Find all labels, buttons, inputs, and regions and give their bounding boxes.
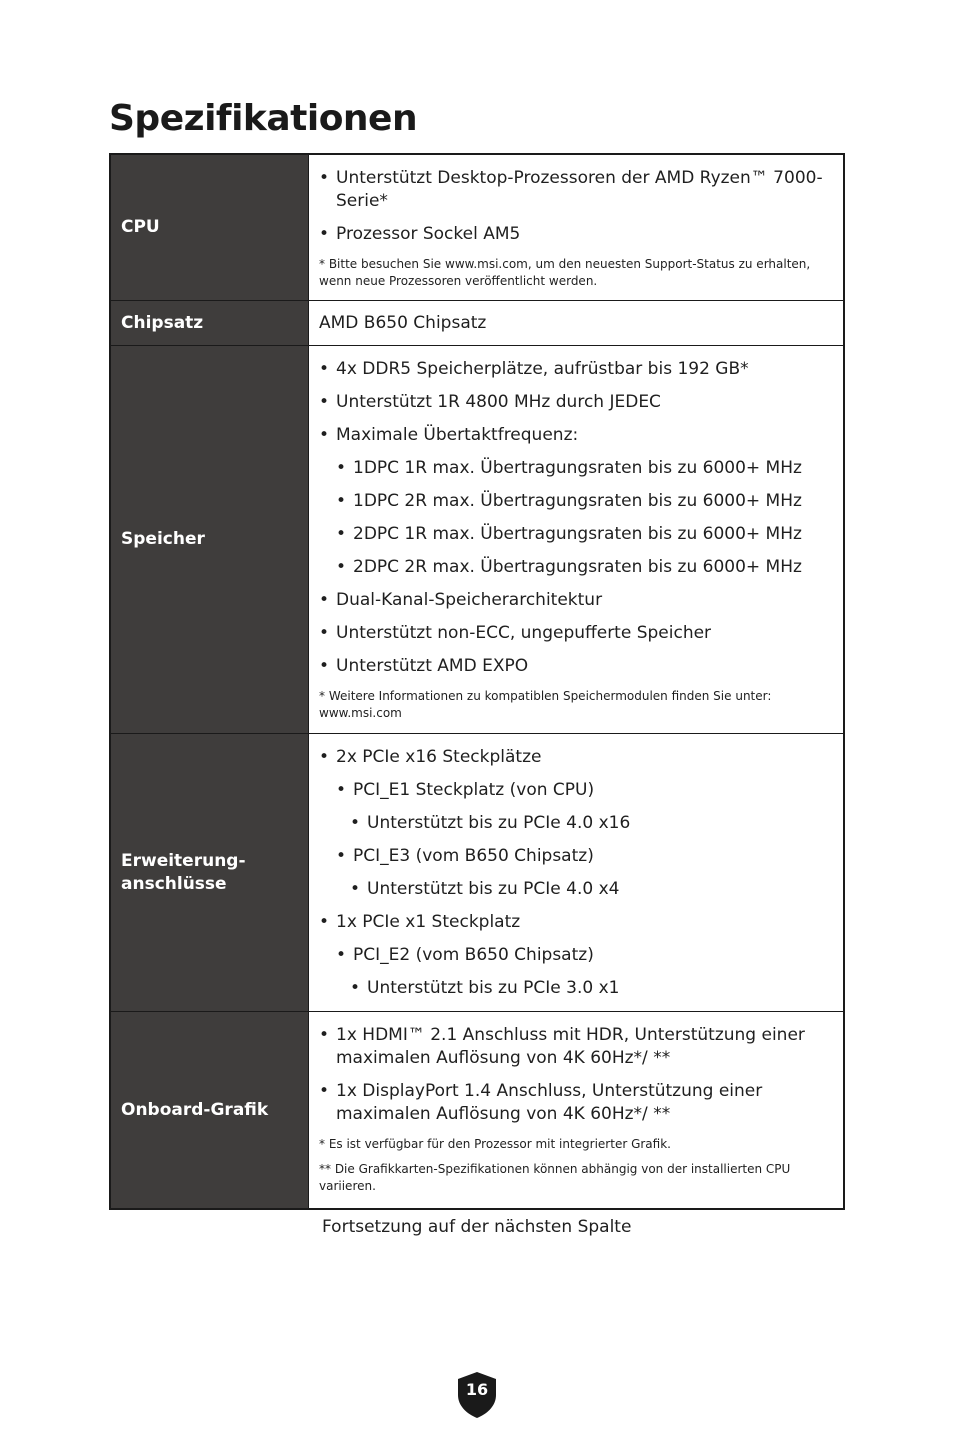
spec-value-speicher [309,346,843,733]
list-item: • Dual-Kanal-Speicherarchitektur [319,590,603,610]
spec-label-erweiterung: Erweiterung- anschlüsse [111,734,309,1011]
list-item: • PCI_E2 (vom B650 Chipsatz) [336,945,594,965]
page-number-badge [457,1371,497,1419]
bullet-icon: • [319,747,330,767]
list-item: • 2x PCIe x16 Steckplätze [319,747,542,767]
continuation-note: Fortsetzung auf der nächsten Spalte [322,1217,632,1237]
spec-value-chipsatz: AMD B650 Chipsatz [319,312,487,333]
spec-value-grafik [309,1012,843,1208]
bullet-icon: • [336,945,347,965]
list-item: • PCI_E3 (vom B650 Chipsatz) [336,846,594,866]
list-item: • PCI_E1 Steckplatz (von CPU) [336,780,595,800]
list-item: • 1x HDMI™ 2.1 Anschluss mit HDR, Unterstützung einer maximalen Auflösung von 4K 60Hz*/ ** [319,1025,805,1068]
bullet-icon: • [319,359,330,379]
list-item: • 4x DDR5 Speicherplätze, aufrüstbar bis 192 GB* [319,359,749,379]
spec-row-speicher [111,345,843,733]
page-number: 16 [465,1380,489,1399]
bullet-icon: • [336,780,347,800]
bullet-icon: • [336,846,347,866]
bullet-icon: • [319,168,330,188]
list-item: • 2DPC 2R max. Übertragungsraten bis zu 6000+ MHz [336,557,802,577]
footnote: * Es ist verfügbar für den Prozessor mit integrierter Grafik. [319,1137,671,1151]
footnote: * Weitere Informationen zu kompatiblen Speichermodulen finden Sie unter: www.msi.com [319,689,772,720]
bullet-icon: • [350,879,361,899]
bullet-icon: • [319,912,330,932]
spec-value-erweiterung [309,734,843,1011]
list-item: • Unterstützt bis zu PCIe 3.0 x1 [350,978,620,998]
list-item: • Prozessor Sockel AM5 [319,224,521,244]
bullet-icon: • [319,425,330,445]
bullet-icon: • [350,813,361,833]
footnote: ** Die Grafikkarten-Spezifikationen können abhängig von der installierten CPU variieren. [319,1162,791,1193]
bullet-icon: • [350,978,361,998]
spec-row-cpu [111,155,843,300]
footnote: * Bitte besuchen Sie www.msi.com, um den neuesten Support-Status zu erhalten, wenn neue Prozessoren veröffentlicht werden. [319,257,811,288]
spec-row-grafik [111,1011,843,1208]
bullet-icon: • [319,1081,330,1101]
bullet-icon: • [336,524,347,544]
bullet-icon: • [319,224,330,244]
list-item: • 1x DisplayPort 1.4 Anschluss, Unterstützung einer maximalen Auflösung von 4K 60Hz*/ ** [319,1081,763,1124]
bullet-icon: • [319,656,330,676]
spec-value-cpu [309,155,843,300]
bullet-icon: • [319,590,330,610]
spec-label-chipsatz: Chipsatz [111,301,309,345]
bullet-icon: • [319,1025,330,1045]
list-item: • Unterstützt Desktop-Prozessoren der AMD Ryzen™ 7000-Serie* [319,168,823,211]
bullet-icon: • [319,392,330,412]
page-title: Spezifikationen [109,98,418,139]
list-item: • 1x PCIe x1 Steckplatz [319,912,521,932]
bullet-icon: • [336,458,347,478]
list-item: • 1DPC 2R max. Übertragungsraten bis zu 6000+ MHz [336,491,802,511]
spec-row-chipsatz [111,300,843,345]
bullet-icon: • [336,557,347,577]
list-item: • 2DPC 1R max. Übertragungsraten bis zu 6000+ MHz [336,524,802,544]
list-item: • Unterstützt bis zu PCIe 4.0 x16 [350,813,631,833]
spec-label-speicher: Speicher [111,346,309,733]
list-item: • Unterstützt 1R 4800 MHz durch JEDEC [319,392,661,412]
list-item: • Maximale Übertaktfrequenz: [319,425,579,445]
spec-table [109,153,845,1210]
spec-row-erweiterung [111,733,843,1011]
bullet-icon: • [319,623,330,643]
list-item: • Unterstützt bis zu PCIe 4.0 x4 [350,879,620,899]
list-item: • Unterstützt non-ECC, ungepufferte Speicher [319,623,712,643]
spec-label-cpu: CPU [111,155,309,300]
spec-label-grafik: Onboard-Grafik [111,1012,309,1208]
list-item: • Unterstützt AMD EXPO [319,656,529,676]
bullet-icon: • [336,491,347,511]
list-item: • 1DPC 1R max. Übertragungsraten bis zu 6000+ MHz [336,458,802,478]
